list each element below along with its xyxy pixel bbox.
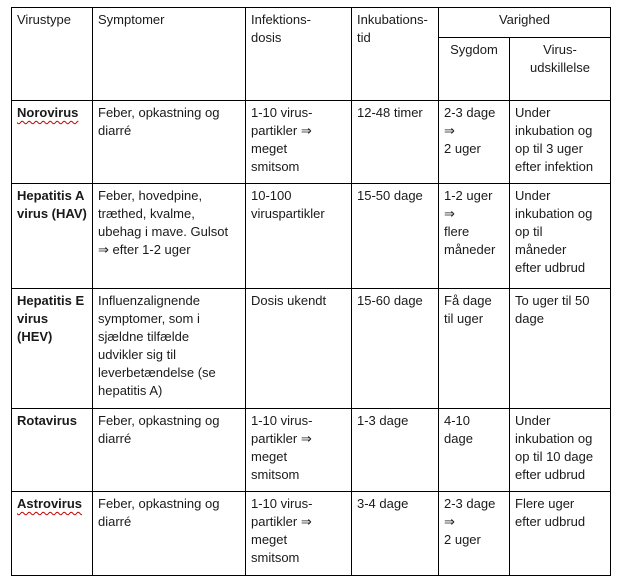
symptoms-cell: Feber, opkastning og diarré [93,101,246,184]
header-row [12,8,611,38]
incubation-cell: 15-50 dage [352,184,439,289]
virus-name-cell [12,101,93,184]
virus-name-cell: Hepatitis E virus (HEV) [12,289,93,409]
illness-duration-cell: 2-3 dage ⇒ 2 uger [439,101,510,184]
virus-name: Astrovirus [17,496,83,511]
shedding-cell: To uger til 50 dage [510,289,611,409]
header-virustype: Virustype [12,8,93,101]
table-row [12,289,611,409]
illness-duration-cell: 4-10 dage [439,409,510,492]
header-virusudskillelse: Virus- udskillelse [510,38,611,101]
table-row [12,492,611,576]
table-row [12,184,611,289]
dose-cell: 1-10 virus- partikler ⇒ meget smitsom [246,101,352,184]
header-symptomer: Symptomer [93,8,246,101]
header-varighed: Varighed [439,8,611,38]
shedding-cell: Under inkubation og op til måneder efter udbrud [510,184,611,289]
shedding-cell: Under inkubation og op til 3 uger efter infektion [510,101,611,184]
symptoms-cell: Influenzalignende symptomer, som i sjældne tilfælde udvikler sig til leverbetændelse (se hepatitis A) [93,289,246,409]
table-row [12,101,611,184]
virus-table [11,7,611,576]
illness-duration-cell: 2-3 dage ⇒ 2 uger [439,492,510,576]
shedding-cell: Flere uger efter udbrud [510,492,611,576]
symptoms-cell: Feber, opkastning og diarré [93,492,246,576]
shedding-cell: Under inkubation og op til 10 dage efter udbrud [510,409,611,492]
incubation-cell: 1-3 dage [352,409,439,492]
incubation-cell: 12-48 timer [352,101,439,184]
dose-cell: Dosis ukendt [246,289,352,409]
dose-cell: 1-10 virus- partikler ⇒ meget smitsom [246,409,352,492]
virus-name-cell: Hepatitis A virus (HAV) [12,184,93,289]
virus-name: Norovirus [17,105,79,120]
header-infektionsdosis: Infektions- dosis [246,8,352,101]
header-inkubationstid: Inkubations- tid [352,8,439,101]
illness-duration-cell: 1-2 uger ⇒ flere måneder [439,184,510,289]
dose-cell: 1-10 virus- partikler ⇒ meget smitsom [246,492,352,576]
symptoms-cell: Feber, hovedpine, træthed, kvalme, ubehag i mave. Gulsot ⇒ efter 1-2 uger [93,184,246,289]
symptoms-cell: Feber, opkastning og diarré [93,409,246,492]
virus-name-cell [12,492,93,576]
header-sygdom: Sygdom [439,38,510,101]
illness-duration-cell: Få dage til uger [439,289,510,409]
dose-cell: 10-100 viruspartikler [246,184,352,289]
incubation-cell: 3-4 dage [352,492,439,576]
virus-name-cell: Rotavirus [12,409,93,492]
incubation-cell: 15-60 dage [352,289,439,409]
table-row [12,409,611,492]
